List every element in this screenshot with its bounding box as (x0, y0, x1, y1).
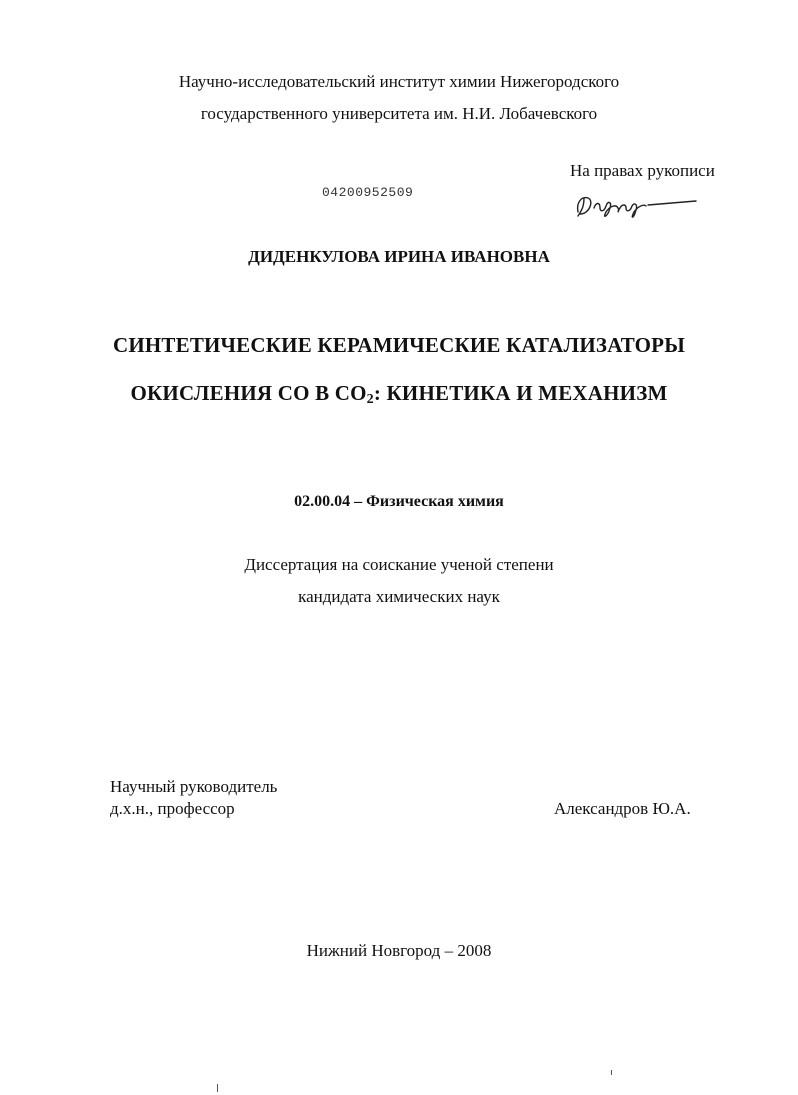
supervisor-block (110, 776, 277, 820)
author-name: ДИДЕНКУЛОВА ИРИНА ИВАНОВНА (248, 247, 550, 266)
institute-line-2: государственного университета им. Н.И. Лобачевского (200, 104, 598, 123)
title-line-2-post: : КИНЕТИКА И МЕХАНИЗМ (373, 381, 668, 405)
specialty: 02.00.04 – Физическая химия (294, 493, 504, 510)
supervisor-name: Александров Ю.А. (554, 799, 691, 818)
title-line-2 (0, 381, 798, 406)
stamp-number: 04200952509 (322, 185, 414, 200)
supervisor-degree: д.х.н., профессор (110, 799, 235, 818)
title-line-1: СИНТЕТИЧЕСКИЕ КЕРАМИЧЕСКИЕ КАТАЛИЗАТОРЫ (112, 333, 686, 357)
author-signature (572, 188, 702, 224)
scan-speck (611, 1070, 612, 1075)
supervisor-role: Научный руководитель (110, 777, 278, 796)
dissertation-line-1: Диссертация на соискание ученой степени (244, 555, 554, 574)
rights-note: На правах рукописи (570, 161, 715, 180)
place-year: Нижний Новгород – 2008 (306, 941, 492, 960)
title-subscript: 2 (366, 392, 374, 407)
title-line-2-pre: ОКИСЛЕНИЯ СО В СО (130, 381, 367, 405)
scan-speck (217, 1084, 218, 1092)
dissertation-line-2: кандидата химических наук (298, 587, 500, 606)
institute-line-1: Научно-исследовательский институт химии Нижегородского (178, 72, 620, 91)
